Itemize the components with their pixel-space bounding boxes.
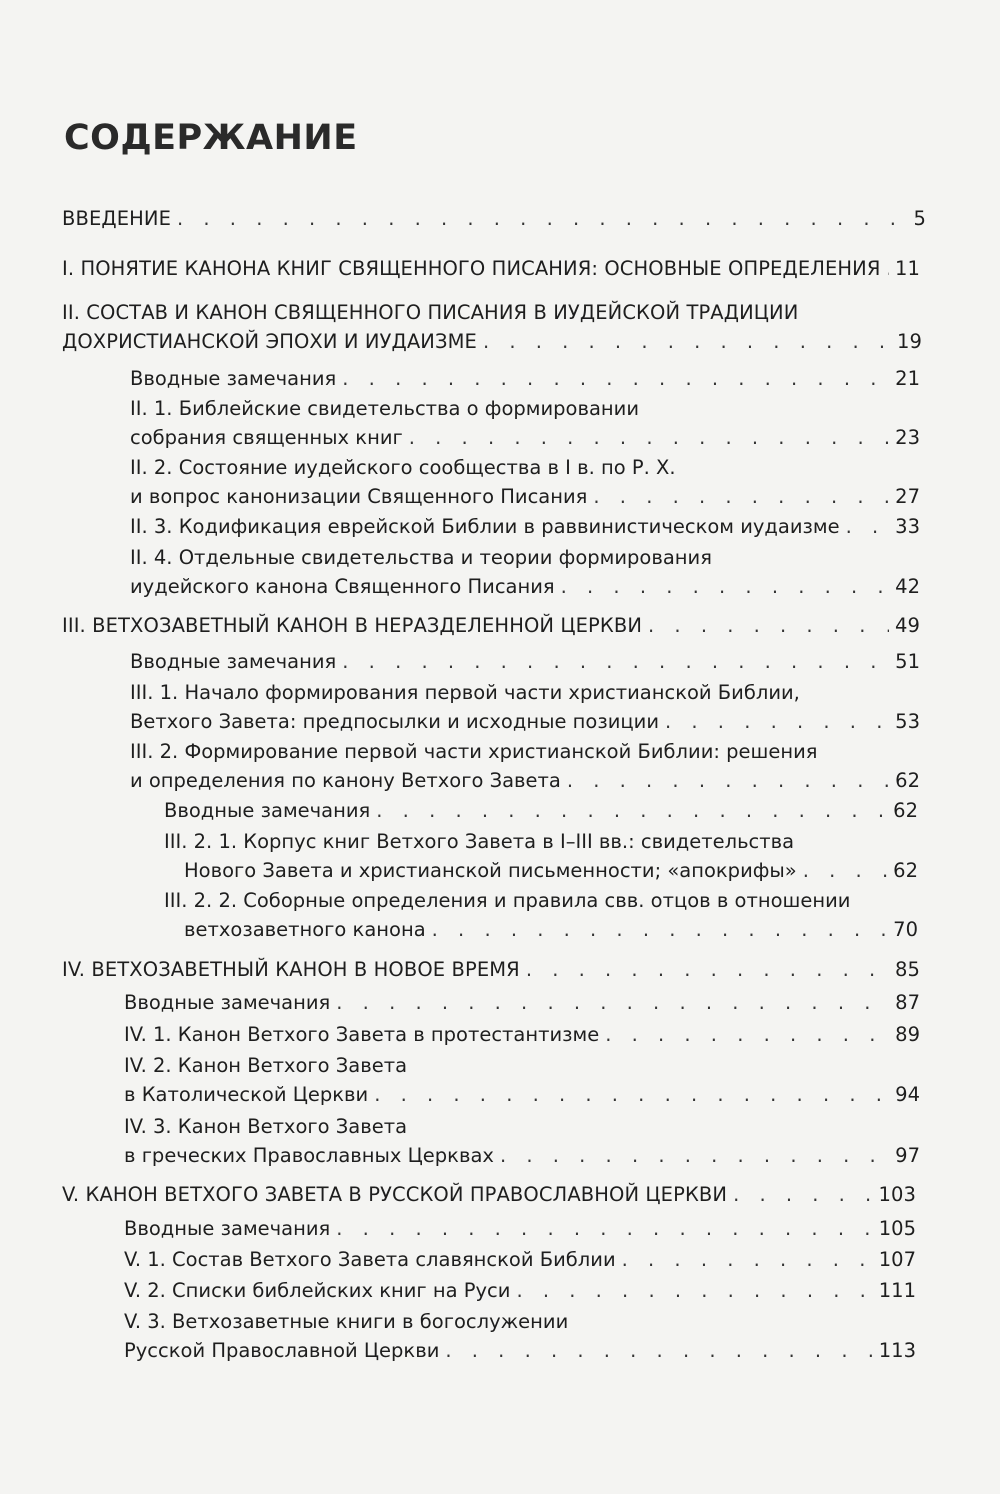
toc-entry-4-3[interactable] [124, 1112, 920, 1170]
toc-page-number: 42 [895, 575, 920, 598]
toc-entry-title: V. 2. Списки библейских книг на Руси [124, 1279, 511, 1302]
toc-entry-title-cont: в Католической Церкви [124, 1083, 369, 1106]
toc-entry-title: III. 2. Формирование первой части христианской Библии: решения [130, 740, 818, 763]
toc-page-number: 51 [895, 650, 920, 673]
toc-entry-introduction[interactable] [62, 204, 926, 233]
toc-entry-title-cont: Русской Православной Церкви [124, 1339, 440, 1362]
toc-entry-title-cont: и определения по канону Ветхого Завета [130, 769, 561, 792]
toc-page-number: 5 [913, 207, 926, 230]
toc-entry-title: II. СОСТАВ И КАНОН СВЯЩЕННОГО ПИСАНИЯ В ИУДЕЙСКОЙ ТРАДИЦИИ [62, 301, 799, 324]
toc-entry-title-cont: иудейского канона Священного Писания [130, 575, 555, 598]
toc-entry-3-2[interactable] [130, 737, 920, 795]
toc-entry-title: V. КАНОН ВЕТХОГО ЗАВЕТА В РУССКОЙ ПРАВОСЛАВНОЙ ЦЕРКВИ [62, 1183, 728, 1206]
toc-entry-title: II. 3. Кодификация еврейской Библии в раввинистическом иудаизме [130, 515, 840, 538]
toc-page-number: 53 [895, 710, 920, 733]
toc-entry-2-3[interactable] [130, 512, 920, 541]
toc-entry-4-intro[interactable] [124, 988, 920, 1017]
toc-page-number: 105 [878, 1217, 916, 1240]
toc-entry-2-intro[interactable] [130, 364, 920, 393]
toc-page-number: 89 [895, 1023, 920, 1046]
leader-dots [342, 364, 889, 393]
leader-dots [342, 647, 889, 676]
leader-dots [733, 1180, 872, 1209]
toc-entry-5-3[interactable] [124, 1307, 916, 1365]
toc-entry-title: Вводные замечания [164, 799, 371, 822]
toc-entry-chapter-2[interactable] [62, 298, 922, 356]
leader-dots [177, 204, 907, 233]
leader-dots [665, 707, 889, 736]
toc-entry-5-1[interactable] [124, 1245, 916, 1274]
toc-page-number: 103 [878, 1183, 916, 1206]
toc-entry-title: V. 1. Состав Ветхого Завета славянской Библии [124, 1248, 616, 1271]
leader-dots [622, 1245, 873, 1274]
toc-entry-3-2-1[interactable] [164, 827, 918, 885]
toc-entry-title-cont: ДОХРИСТИАНСКОЙ ЭПОХИ И ИУДАИЗМЕ [62, 330, 477, 353]
toc-entry-3-2-intro[interactable] [164, 796, 918, 825]
toc-entry-title-cont: Ветхого Завета: предпосылки и исходные позиции [130, 710, 660, 733]
toc-entry-title-cont: Нового Завета и христианской письменности; «апокрифы» [184, 859, 797, 882]
leader-dots [336, 988, 889, 1017]
toc-page-number: 70 [893, 918, 918, 941]
toc-page-number: 33 [895, 515, 920, 538]
toc-entry-chapter-3[interactable] [62, 611, 920, 640]
leader-dots [483, 327, 891, 356]
toc-page-number: 94 [895, 1083, 920, 1106]
toc-page-number: 97 [895, 1144, 920, 1167]
toc-entry-title: II. 1. Библейские свидетельства о формировании [130, 397, 640, 420]
toc-page-number: 19 [896, 330, 922, 353]
toc-entry-3-1[interactable] [130, 678, 920, 736]
leader-dots [336, 1214, 872, 1243]
leader-dots [648, 611, 889, 640]
toc-entry-3-2-2[interactable] [164, 886, 918, 944]
toc-entry-chapter-5[interactable] [62, 1180, 916, 1209]
toc-entry-title: IV. 1. Канон Ветхого Завета в протестантизме [124, 1023, 600, 1046]
toc-entry-5-2[interactable] [124, 1276, 916, 1305]
leader-dots [374, 1080, 889, 1109]
toc-entry-2-1[interactable] [130, 394, 920, 452]
toc-entry-title-cont: и вопрос канонизации Священного Писания [130, 485, 588, 508]
toc-entry-title: I. ПОНЯТИЕ КАНОНА КНИГ СВЯЩЕННОГО ПИСАНИЯ: ОСНОВНЫЕ ОПРЕДЕЛЕНИЯ [62, 257, 881, 280]
toc-page-number: 62 [893, 859, 918, 882]
toc-entry-title: IV. 2. Канон Ветхого Завета [124, 1054, 408, 1077]
toc-entry-title: Вводные замечания [130, 367, 337, 390]
toc-entry-chapter-1[interactable] [62, 254, 920, 283]
leader-dots [887, 254, 889, 283]
leader-dots [567, 766, 889, 795]
toc-entry-3-intro[interactable] [130, 647, 920, 676]
toc-page-number: 11 [894, 257, 920, 280]
toc-entry-title-cont: собрания священных книг [130, 426, 403, 449]
toc-entry-chapter-4[interactable] [62, 955, 920, 984]
leader-dots [526, 955, 889, 984]
toc-entry-title: Вводные замечания [130, 650, 337, 673]
page-title: СОДЕРЖАНИЕ [64, 118, 358, 158]
toc-entry-title: IV. 3. Канон Ветхого Завета [124, 1115, 408, 1138]
toc-entry-title: II. 2. Состояние иудейского сообщества в I в. по Р. Х. [130, 456, 676, 479]
leader-dots [593, 482, 889, 511]
toc-page-number: 49 [894, 614, 920, 637]
toc-page-number: 107 [878, 1248, 916, 1271]
leader-dots [516, 1276, 872, 1305]
leader-dots [561, 572, 890, 601]
toc-page-number: 27 [895, 485, 920, 508]
leader-dots [445, 1336, 872, 1365]
toc-entry-4-2[interactable] [124, 1051, 920, 1109]
toc-page-number: 85 [894, 958, 920, 981]
toc-entry-title: V. 3. Ветхозаветные книги в богослужении [124, 1310, 569, 1333]
toc-entry-title: III. 1. Начало формирования первой части христианской Библии, [130, 681, 800, 704]
toc-entry-2-2[interactable] [130, 453, 920, 511]
toc-page-number: 62 [895, 769, 920, 792]
toc-entry-title: Вводные замечания [124, 991, 331, 1014]
toc-entry-title: III. 2. 2. Соборные определения и правила свв. отцов в отношении [164, 889, 851, 912]
toc-entry-title: IV. ВЕТХОЗАВЕТНЫЙ КАНОН В НОВОЕ ВРЕМЯ [62, 958, 520, 981]
toc-page-number: 23 [895, 426, 920, 449]
toc-entry-title-cont: ветхозаветного канона [184, 918, 426, 941]
toc-entry-5-intro[interactable] [124, 1214, 916, 1243]
toc-entry-title: Вводные замечания [124, 1217, 331, 1240]
toc-entry-title: II. 4. Отдельные свидетельства и теории формирования [130, 546, 712, 569]
toc-entry-4-1[interactable] [124, 1020, 920, 1049]
leader-dots [376, 796, 887, 825]
toc-entry-title: ВВЕДЕНИЕ [62, 207, 172, 230]
leader-dots [432, 915, 888, 944]
toc-entry-title-cont: в греческих Православных Церквах [124, 1144, 494, 1167]
toc-page-number: 62 [893, 799, 918, 822]
toc-entry-title: III. 2. 1. Корпус книг Ветхого Завета в I–III вв.: свидетельства [164, 830, 795, 853]
leader-dots [846, 512, 890, 541]
toc-page-number: 87 [895, 991, 920, 1014]
leader-dots [605, 1020, 889, 1049]
leader-dots [409, 423, 889, 452]
toc-entry-title: III. ВЕТХОЗАВЕТНЫЙ КАНОН В НЕРАЗДЕЛЕННОЙ ЦЕРКВИ [62, 614, 643, 637]
leader-dots [803, 856, 887, 885]
toc-entry-2-4[interactable] [130, 543, 920, 601]
toc-page-number: 21 [895, 367, 920, 390]
leader-dots [500, 1141, 889, 1170]
toc-page-number: 111 [878, 1279, 916, 1302]
toc-page-number: 113 [878, 1339, 916, 1362]
